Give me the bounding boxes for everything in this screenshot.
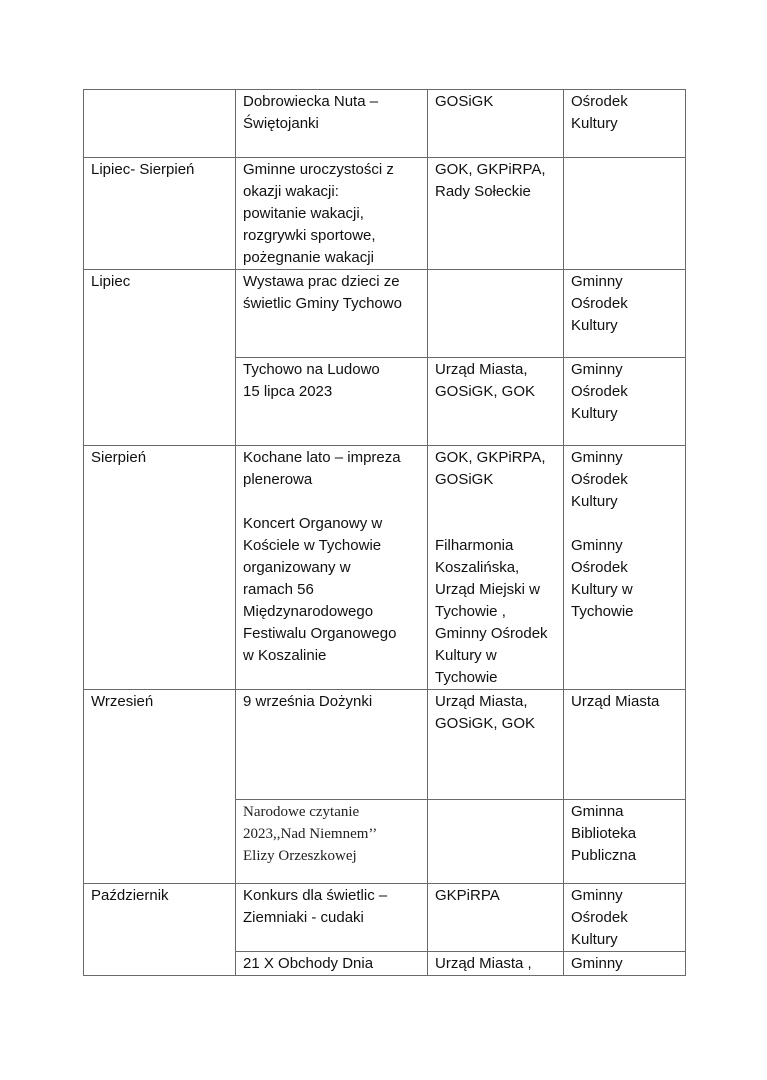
events-schedule-table <box>83 89 686 976</box>
table-row <box>84 690 686 800</box>
partners-cell <box>428 800 564 884</box>
event-cell: Tychowo na Ludowo 15 lipca 2023 <box>236 358 428 446</box>
partners-cell: GKPiRPA <box>428 884 564 952</box>
organizer-cell: Gminny Ośrodek Kultury Gminny Ośrodek Kultury w Tychowie <box>564 446 686 690</box>
partners-cell: GOSiGK <box>428 90 564 158</box>
partners-cell: GOK, GKPiRPA, Rady Sołeckie <box>428 158 564 270</box>
organizer-cell: Ośrodek Kultury <box>564 90 686 158</box>
table-row <box>84 446 686 690</box>
period-cell: Wrzesień <box>84 690 236 884</box>
event-cell: Gminne uroczystości z okazji wakacji: powitanie wakacji, rozgrywki sportowe, pożegnanie wakacji <box>236 158 428 270</box>
event-cell: 9 września Dożynki <box>236 690 428 800</box>
organizer-cell: Gminny Ośrodek Kultury <box>564 270 686 358</box>
period-cell: Październik <box>84 884 236 976</box>
partners-cell <box>428 270 564 358</box>
organizer-cell: Gminny Ośrodek Kultury <box>564 358 686 446</box>
event-cell: Dobrowiecka Nuta – Świętojanki <box>236 90 428 158</box>
organizer-cell: Gminny <box>564 952 686 976</box>
partners-cell: Urząd Miasta, GOSiGK, GOK <box>428 358 564 446</box>
event-cell: 21 X Obchody Dnia <box>236 952 428 976</box>
organizer-cell: Gminny Ośrodek Kultury <box>564 884 686 952</box>
partners-cell: Urząd Miasta, GOSiGK, GOK <box>428 690 564 800</box>
period-cell: Lipiec- Sierpień <box>84 158 236 270</box>
event-cell: Narodowe czytanie 2023,,Nad Niemnem’’ Elizy Orzeszkowej <box>236 800 428 884</box>
period-cell <box>84 90 236 158</box>
event-cell: Kochane lato – impreza plenerowa Koncert Organowy w Kościele w Tychowie organizowany w ramach 56 Międzynarodowego Festiwalu Organowego w Koszalinie <box>236 446 428 690</box>
table-row <box>84 158 686 270</box>
organizer-cell: Gminna Biblioteka Publiczna <box>564 800 686 884</box>
partners-cell: GOK, GKPiRPA, GOSiGK Filharmonia Koszalińska, Urząd Miejski w Tychowie , Gminny Ośrodek Kultury w Tychowie <box>428 446 564 690</box>
table-row <box>84 884 686 952</box>
table-row <box>84 90 686 158</box>
event-cell: Wystawa prac dzieci ze świetlic Gminy Tychowo <box>236 270 428 358</box>
organizer-cell <box>564 158 686 270</box>
period-cell: Sierpień <box>84 446 236 690</box>
partners-cell: Urząd Miasta , <box>428 952 564 976</box>
organizer-cell: Urząd Miasta <box>564 690 686 800</box>
table-row <box>84 270 686 358</box>
event-cell: Konkurs dla świetlic – Ziemniaki - cudaki <box>236 884 428 952</box>
period-cell: Lipiec <box>84 270 236 446</box>
